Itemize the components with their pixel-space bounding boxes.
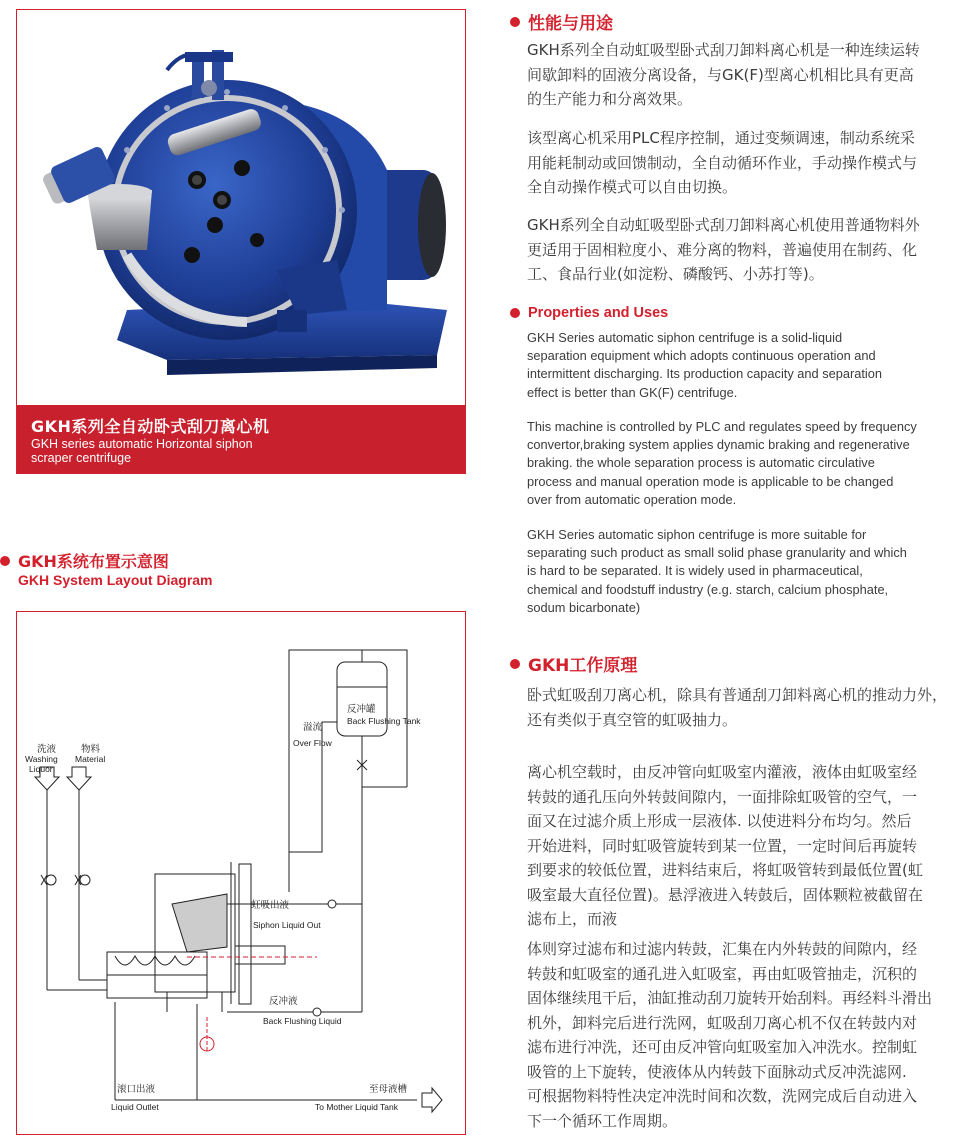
label-washing-cn: 洗液 [37, 744, 57, 755]
principle-paragraph-2: 离心机空载时，由反冲管向虹吸室内灌液，液体由虹吸室经 转鼓的通孔压向外转鼓间隙内，一面排除虹吸管的空气，一 面又在过滤介质上形成一层液体. 以使进料分布均匀。然后 开始进料，同时虹吸管旋转到某一位置，一定时间后再旋转 到要求的较低位置，进料结束后，将虹吸管转到最低位置(虹 吸室最大直径位置)。悬浮液进入转鼓后，固体颗粒被截留在 滤布上，而液 [527, 763, 923, 928]
label-siphon-cn: 虹吸出液 [251, 900, 290, 911]
label-outlet-en: Liquid Outlet [111, 1102, 159, 1112]
properties-paragraph-1: GKH Series automatic siphon centrifuge is a solid-liquid separation equipment which adopts continuous operation and intermittent discharging. Its production capacity and separation effect is better than GK(F) centrifuge. [527, 330, 882, 400]
bullet-icon [510, 308, 520, 318]
caption-title-cn: GKH系列全自动卧式刮刀离心机 [31, 417, 270, 436]
performance-paragraph-1: GKH系列全自动虹吸型卧式刮刀卸料离心机是一种连续运转 间歇卸料的固液分离设备，与GK(F)型离心机相比具有更高 的生产能力和分离效果。 [527, 41, 920, 108]
label-outlet-cn: 滚口出液 [117, 1084, 156, 1095]
performance-heading [510, 9, 613, 34]
principle-paragraph-1: 卧式虹吸刮刀离心机，除具有普通刮刀卸料离心机的推动力外， 还有类似于真空管的虹吸抽力。 [527, 686, 948, 729]
label-washing-en-2: Liquor [29, 764, 53, 774]
layout-title-cn: GKH系统布置示意图 [18, 552, 169, 571]
properties-paragraph-2: This machine is controlled by PLC and regulates speed by frequency convertor,braking system applies dynamic braking and regenerative braking. the whole separation process is automatic circulative process and manual operation mode is applicable to be changed over from automatic operation mode. [527, 419, 917, 507]
principle-paragraph-3: 体则穿过滤布和过滤内转鼓，汇集在内外转鼓的间隙内，经 转鼓和虹吸室的通孔进入虹吸室，再由虹吸管抽走，沉积的 固体继续甩干后，油缸推动刮刀旋转开始刮料。再经料斗滑出 机外，卸料完后进行洗网，虹吸刮刀离心机不仅在转鼓内对 滤布进行冲洗，还可由反冲管向虹吸室加入冲洗水。控制虹 吸管的上下旋转，使液体从内转鼓下面脉动式反冲洗滤网. 可根据物料特性决定冲洗时间和次数，洗网完成后自动进入 下一个循环工作周期。 [527, 940, 933, 1130]
label-tank-en: Back Flushing Tank [347, 716, 421, 726]
label-backflush-en: Back Flushing Liquid [263, 1016, 342, 1026]
principle-heading [510, 651, 637, 676]
label-overflow-cn: 溢流 [303, 722, 323, 733]
label-material-en: Material [75, 754, 106, 764]
bullet-icon [510, 659, 520, 669]
properties-title: Properties and Uses [528, 305, 669, 321]
properties-paragraph-3: GKH Series automatic siphon centrifuge is more suitable for separating such product as small solid phase granularity and which is hard to be separated. It is widely used in pharmaceutical, chemical and foodstuff industry (e.g. starch, calcium phosphate, sodum bicarbonate) [527, 527, 907, 615]
bullet-icon [510, 17, 520, 27]
bullet-icon [0, 556, 10, 566]
label-tank-cn: 反冲罐 [347, 704, 376, 715]
centrifuge-machine-image [17, 10, 465, 405]
performance-paragraph-3: GKH系列全自动虹吸型卧式刮刀卸料离心机使用普通物料外 更适用于固相粒度小、难分离的物料，普遍使用在制药、化 工、食品行业(如淀粉、磷酸钙、小苏打等)。 [527, 216, 920, 283]
performance-paragraph-2: 该型离心机采用PLC程序控制，通过变频调速，制动系统采 用能耗制动或回馈制动，全自动循环作业，手动操作模式与 全自动操作模式可以自由切换。 [527, 129, 918, 196]
caption-title-en-line2: scraper centrifuge [31, 451, 132, 465]
product-photo-panel [16, 9, 466, 474]
principle-title: GKH工作原理 [528, 656, 638, 676]
properties-heading [510, 305, 668, 321]
system-layout-diagram [16, 611, 466, 1135]
label-overflow-en: Over Flow [293, 738, 332, 748]
diagram-drawing [17, 612, 465, 1134]
label-mother-en: To Mother Liquid Tank [315, 1102, 399, 1112]
performance-title: 性能与用途 [528, 14, 613, 34]
label-mother-cn: 至母液槽 [369, 1084, 408, 1095]
label-washing-en-1: Washing [25, 754, 58, 764]
label-siphon-en: Siphon Liquid Out [253, 920, 321, 930]
label-material-cn: 物料 [81, 744, 101, 755]
layout-title-en: GKH System Layout Diagram [18, 572, 213, 588]
layout-diagram-heading [0, 549, 169, 572]
product-caption [17, 405, 465, 473]
centrifuge-machine-illustration [17, 10, 465, 405]
caption-title-en-line1: GKH series automatic Horizontal siphon [31, 437, 253, 451]
label-backflush-cn: 反冲液 [269, 996, 298, 1007]
